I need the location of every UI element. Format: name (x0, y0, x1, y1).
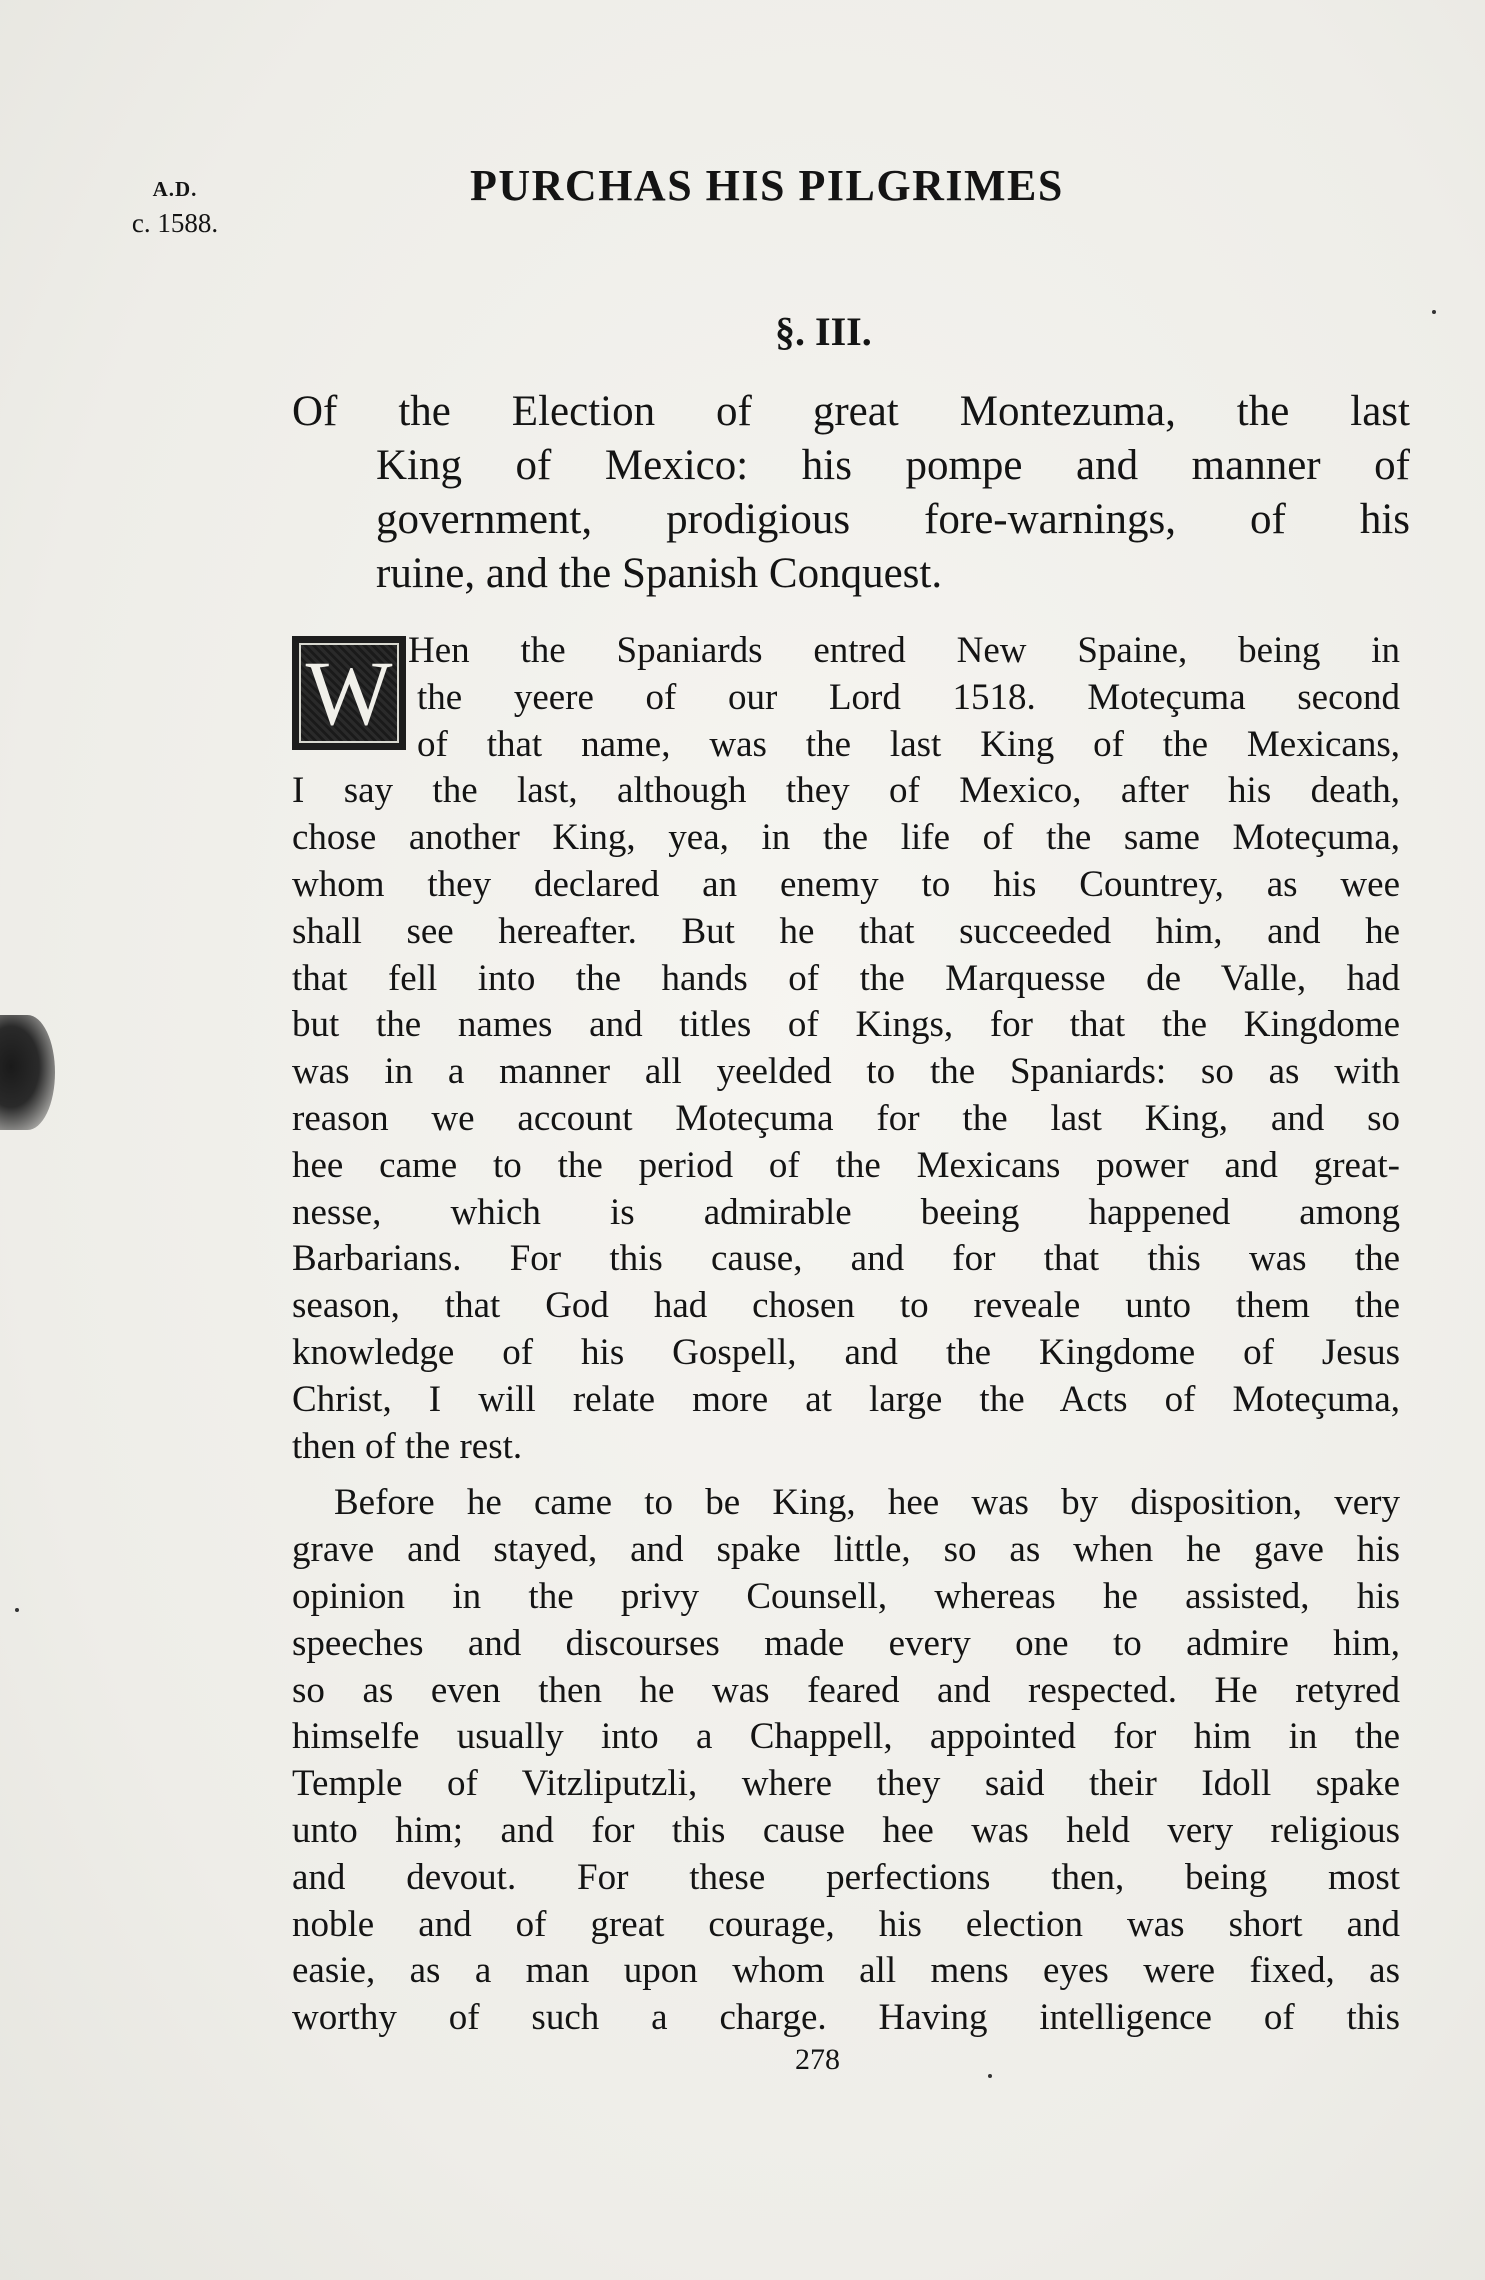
heading-line: King of Mexico: his pompe and manner of (376, 442, 1410, 489)
text-line: and devout. For these perfections then, being most (292, 1856, 1400, 1898)
text-line: hee came to the period of the Mexicans power and great- (292, 1144, 1400, 1186)
page-number: 278 (795, 2043, 840, 2076)
text-line: Temple of Vitzliputzli, where they said their Idoll spake (292, 1763, 1400, 1805)
heading-line: Of the Election of great Montezuma, the last (292, 388, 1410, 435)
text-line: nesse, which is admirable beeing happened among (292, 1191, 1400, 1233)
ink-speck (1432, 310, 1436, 314)
margin-note (110, 172, 240, 240)
text-line: Hen the Spaniards entred New Spaine, being in (408, 630, 1400, 671)
text-line: Barbarians. For this cause, and for that this was the (292, 1238, 1400, 1280)
drop-cap-lines (292, 628, 1400, 768)
drop-cap (292, 636, 406, 750)
ink-speck (988, 2074, 992, 2078)
text-line: opinion in the privy Counsell, whereas he assisted, his (292, 1575, 1400, 1617)
text-line: that fell into the hands of the Marquesse de Valle, had (292, 957, 1400, 999)
text-line: worthy of such a charge. Having intelligence of this (292, 1997, 1400, 2039)
text-line: reason we account Moteçuma for the last King, and so (292, 1097, 1400, 1139)
running-head: PURCHAS HIS PILGRIMES (470, 161, 1064, 210)
body-text (292, 628, 1400, 2042)
drop-cap-frame (299, 643, 399, 743)
margin-note-era: A.D. (152, 177, 198, 201)
text-line: the yeere of our Lord 1518. Moteçuma second (417, 676, 1400, 718)
paragraph-1 (292, 628, 1400, 1470)
text-line: was in a manner all yeelded to the Spaniards: so as with (292, 1051, 1400, 1093)
ink-speck (15, 1608, 19, 1612)
text-line: chose another King, yea, in the life of the same Moteçuma, (292, 817, 1400, 859)
thumb-shadow (0, 1015, 55, 1130)
text-line: Christ, I will relate more at large the Acts of Moteçuma, (292, 1378, 1400, 1420)
text-line: knowledge of his Gospell, and the Kingdome of Jesus (292, 1331, 1400, 1373)
paragraph-2 (292, 1480, 1400, 2042)
text-line: whom they declared an enemy to his Countrey, as wee (292, 863, 1400, 905)
text-line: season, that God had chosen to reveale unto them the (292, 1285, 1400, 1327)
text-line: unto him; and for this cause hee was held very religious (292, 1809, 1400, 1851)
drop-cap-letter: W (305, 642, 393, 744)
text-line: then of the rest. (292, 1425, 523, 1467)
text-line: so as even then he was feared and respected. He retyred (292, 1669, 1400, 1711)
text-line: I say the last, although they of Mexico, after his death, (292, 770, 1400, 812)
section-heading (292, 385, 1410, 601)
text-line: speeches and discourses made every one to admire him, (292, 1622, 1400, 1664)
text-line: of that name, was the last King of the Mexicans, (417, 723, 1400, 765)
section-mark: §. III. (775, 309, 872, 354)
text-line: grave and stayed, and spake little, so as when he gave his (292, 1529, 1400, 1571)
text-line: but the names and titles of Kings, for that the Kingdome (292, 1004, 1400, 1046)
text-line: shall see hereafter. But he that succeeded him, and he (292, 910, 1400, 952)
heading-line: government, prodigious fore-warnings, of his (376, 496, 1410, 543)
text-line: easie, as a man upon whom all mens eyes were fixed, as (292, 1950, 1400, 1992)
heading-line: ruine, and the Spanish Conquest. (376, 550, 943, 597)
margin-note-year: c. 1588. (131, 208, 219, 238)
text-line: noble and of great courage, his election was short and (292, 1903, 1400, 1945)
text-line: himselfe usually into a Chappell, appointed for him in the (292, 1716, 1400, 1758)
text-line: Before he came to be King, hee was by disposition, very (334, 1482, 1400, 1524)
